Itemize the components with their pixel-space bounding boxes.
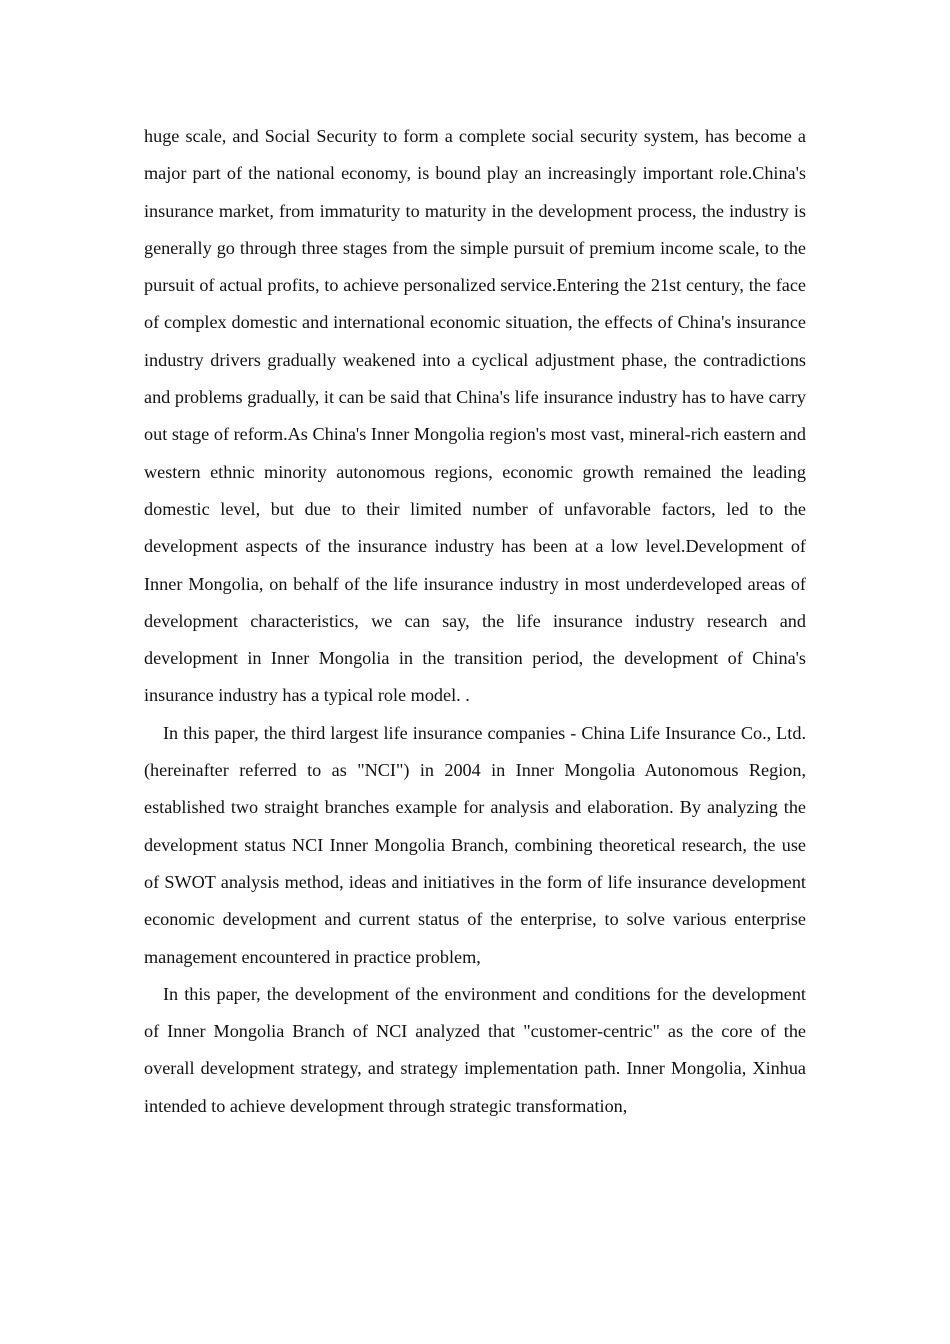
body-text	[144, 118, 806, 1125]
paragraph-development-strategy: In this paper, the development of the environment and conditions for the development of Inner Mongolia Branch of NCI analyzed that "customer-centric" as the core of the overall development strategy, and strategy implementation path. Inner Mongolia, Xinhua intended to achieve development through strategic transformation,	[144, 983, 806, 1116]
paragraph-nci-analysis: In this paper, the third largest life insurance companies - China Life Insurance Co., Ltd. (hereinafter referred to as "NCI") in 2004 in Inner Mongolia Autonomous Region, established two straight branches example for analysis and elaboration. By analyzing the development status NCI Inner Mongolia Branch, combining theoretical research, the use of SWOT analysis method, ideas and initiatives in the form of life insurance development economic development and current status of the enterprise, to solve various enterprise management encountered in practice problem,	[144, 722, 806, 967]
paragraph-continued: huge scale, and Social Security to form a complete social security system, has become a major part of the national economy, is bound play an increasingly important role.China's insurance market, from immaturity to maturity in the development process, the industry is generally go through three stages from the simple pursuit of premium income scale, to the pursuit of actual profits, to achieve personalized service.Entering the 21st century, the face of complex domestic and international economic situation, the effects of China's insurance industry drivers gradually weakened into a cyclical adjustment phase, the contradictions and problems gradually, it can be said that China's life insurance industry has to have carry out stage of reform.As China's Inner Mongolia region's most vast, mineral-rich eastern and western ethnic minority autonomous regions, economic growth remained the leading domestic level, but due to their limited number of unfavorable factors, led to the development aspects of the insurance industry has been at a low level.Development of Inner Mongolia, on behalf of the life insurance industry in most underdeveloped areas of development characteristics, we can say, the life insurance industry research and development in Inner Mongolia in the transition period, the development of China's insurance industry has a typical role model. .	[144, 126, 806, 706]
